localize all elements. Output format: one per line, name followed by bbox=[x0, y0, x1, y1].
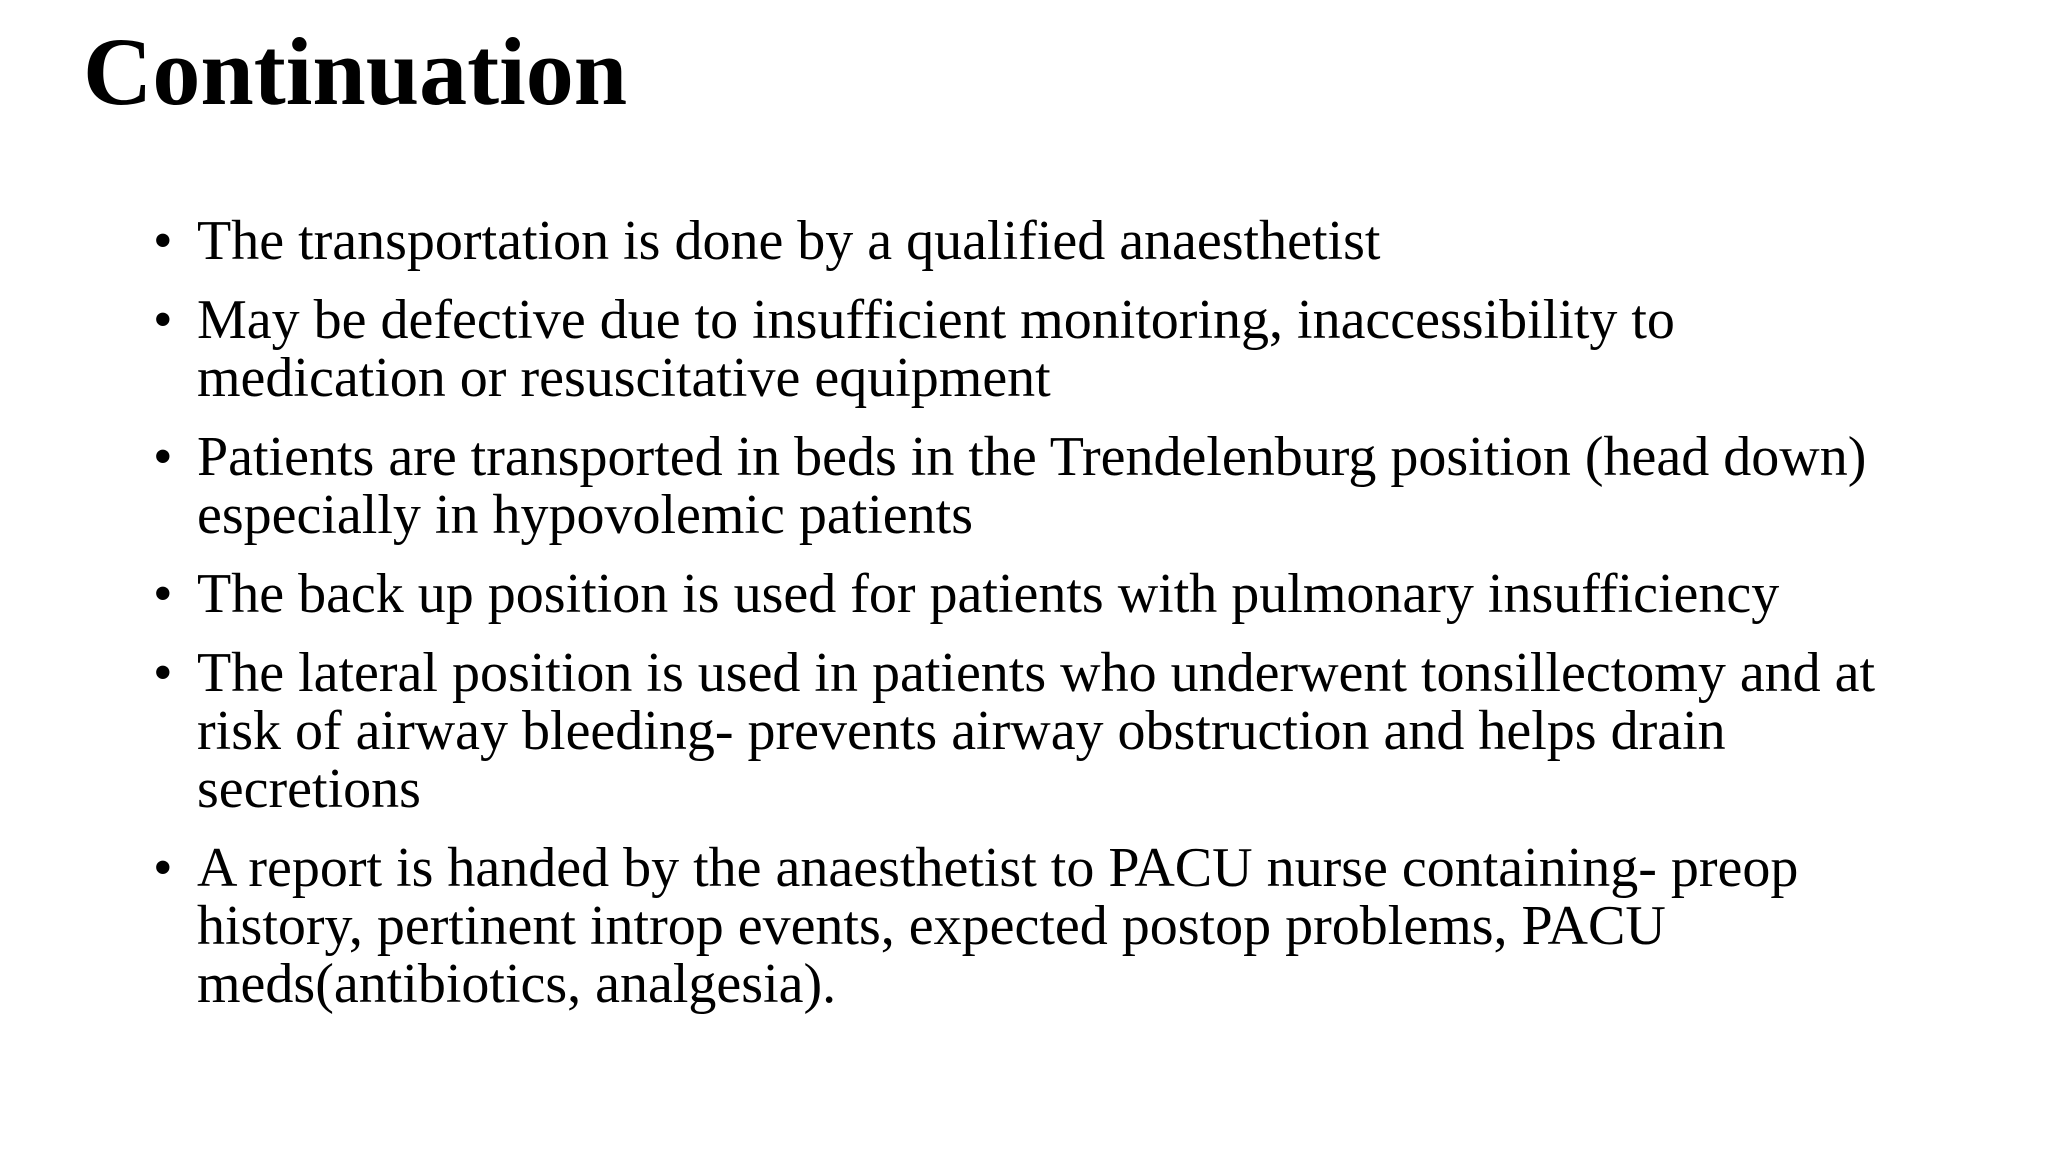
bullet-marker: • bbox=[153, 563, 173, 625]
bullet-marker: • bbox=[153, 426, 173, 488]
bullet-item bbox=[153, 291, 1913, 407]
bullet-text: A report is handed by the anaesthetist to PACU nurse containing- preop history, pertinent introp events, expected postop problems, PACU meds(antibiotics, analgesia). bbox=[197, 837, 1799, 1015]
bullet-text: The transportation is done by a qualified anaesthetist bbox=[197, 210, 1381, 272]
bullet-text: The lateral position is used in patients who underwent tonsillectomy and at risk of airway bleeding- prevents airway obstruction and helps drain secretions bbox=[197, 642, 1876, 820]
bullet-text: Patients are transported in beds in the Trendelenburg position (head down) especially in hypovolemic patients bbox=[197, 426, 1867, 546]
bullet-marker: • bbox=[153, 837, 173, 899]
bullet-item bbox=[153, 428, 1913, 544]
bullet-marker: • bbox=[153, 289, 173, 351]
bullet-item bbox=[153, 644, 1913, 818]
bullet-item bbox=[153, 212, 1913, 270]
bullet-item bbox=[153, 839, 1913, 1013]
bullet-marker: • bbox=[153, 210, 173, 272]
bullet-list bbox=[153, 212, 1913, 1034]
bullet-text: The back up position is used for patients with pulmonary insufficiency bbox=[197, 563, 1780, 625]
bullet-marker: • bbox=[153, 642, 173, 704]
slide-title: Continuation bbox=[83, 18, 628, 125]
bullet-text: May be defective due to insufficient monitoring, inaccessibility to medication or resuscitative equipment bbox=[197, 289, 1675, 409]
bullet-item bbox=[153, 565, 1913, 623]
